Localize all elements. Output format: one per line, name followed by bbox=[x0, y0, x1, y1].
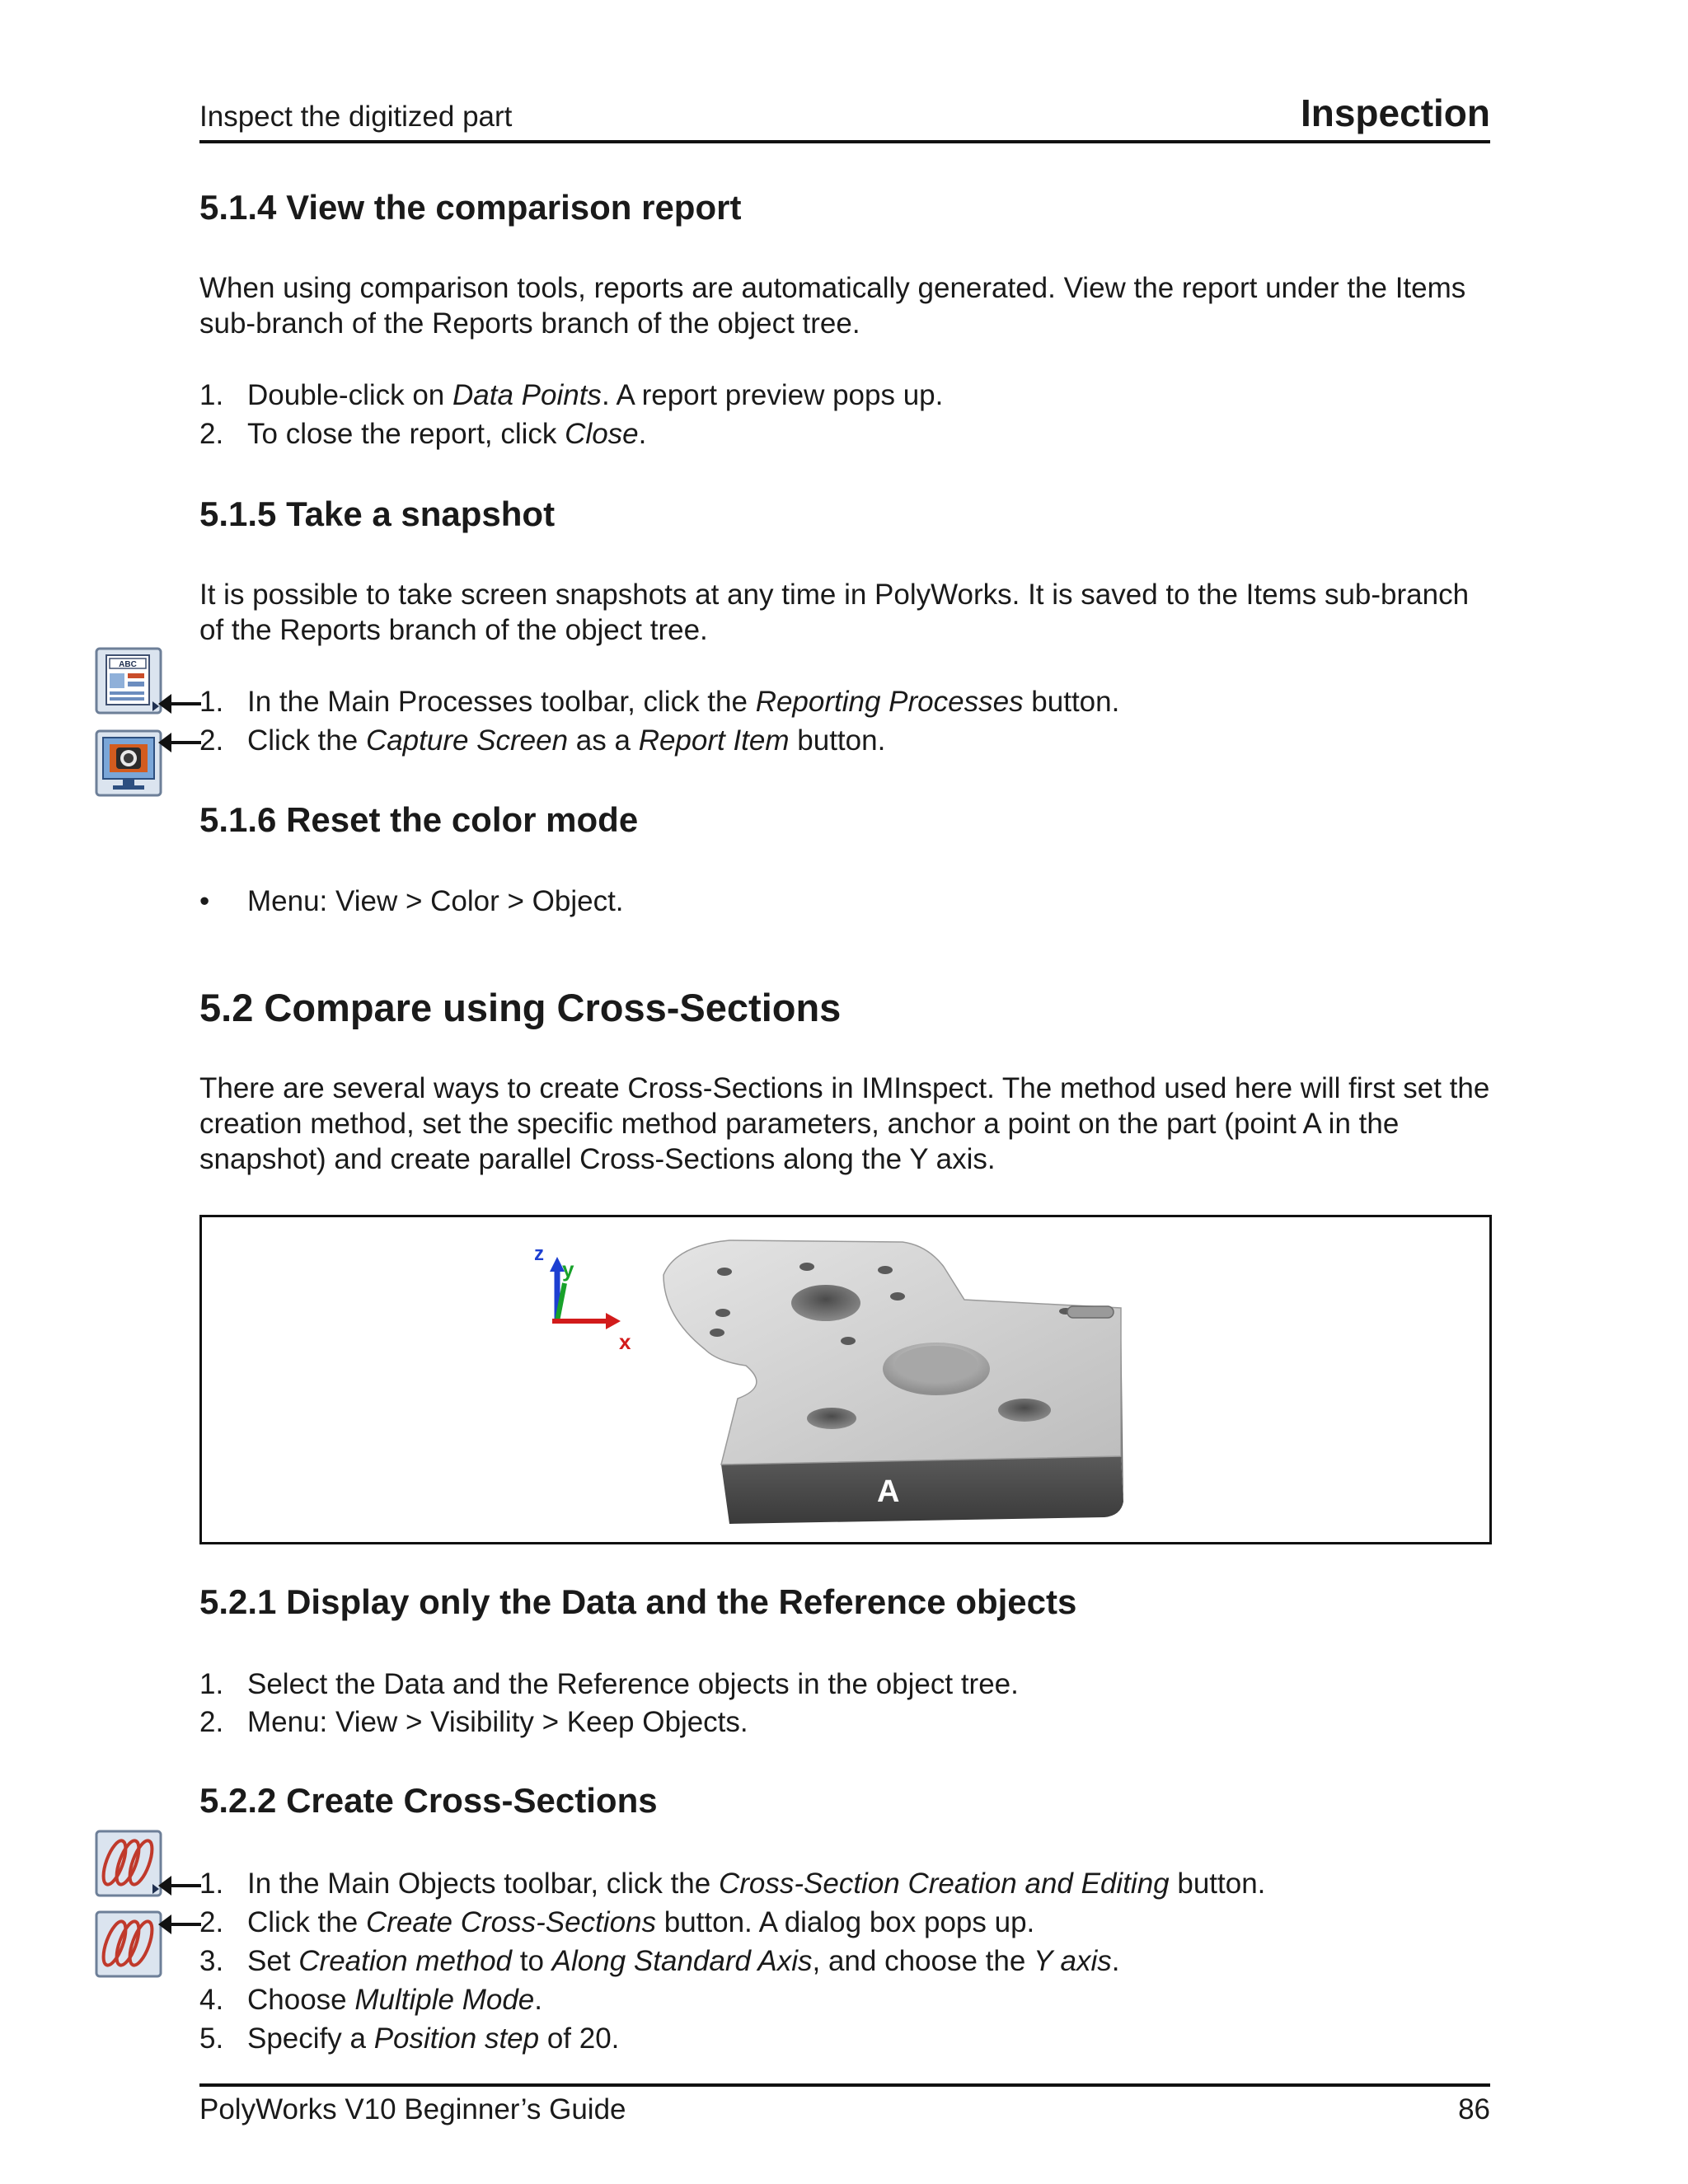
heading-5-2: 5.2 Compare using Cross-Sections bbox=[199, 986, 842, 1029]
list-item: • Menu: View > Color > Object. bbox=[199, 885, 624, 917]
heading-5-2-1: 5.2.1 Display only the Data and the Reference objects bbox=[199, 1582, 1077, 1621]
list-item: 2. To close the report, click Close. bbox=[199, 418, 647, 450]
part-top-face bbox=[663, 1240, 1121, 1465]
cross-section-snapshot-figure bbox=[199, 1215, 1492, 1544]
heading-5-1-6: 5.1.6 Reset the color mode bbox=[199, 800, 639, 839]
reporting-processes-icon[interactable] bbox=[95, 647, 162, 715]
svg-text:ABC: ABC bbox=[119, 660, 137, 669]
x-axis-label: x bbox=[619, 1329, 631, 1354]
part-front-face bbox=[721, 1456, 1123, 1524]
heading-5-2-2: 5.2.2 Create Cross-Sections bbox=[199, 1781, 658, 1820]
part-render bbox=[202, 1217, 1489, 1542]
list-item: 1. In the Main Objects toolbar, click the Cross-Section Creation and Editing button. bbox=[199, 1868, 1266, 1900]
point-a-label: A bbox=[877, 1474, 900, 1509]
z-axis-label: z bbox=[534, 1243, 544, 1265]
running-header bbox=[199, 92, 1490, 143]
pointer-arrow bbox=[165, 741, 201, 744]
heading-5-1-4: 5.1.4 View the comparison report bbox=[199, 188, 742, 227]
list-item: 1. Select the Data and the Reference objects in the object tree. bbox=[199, 1668, 1019, 1700]
footer-book-title: PolyWorks V10 Beginner’s Guide bbox=[199, 2093, 626, 2125]
pointer-arrow bbox=[165, 1884, 201, 1887]
large-hole bbox=[791, 1285, 860, 1321]
y-axis-label: y bbox=[562, 1257, 574, 1282]
paragraph-5-2: There are several ways to create Cross-Sections in IMInspect. The method used here will first set the creation method, set the specific method parameters, anchor a point on the part (point A in the snapshot) and create parallel Cross-Sections along the Y axis. bbox=[199, 1072, 1490, 1175]
pointer-arrow bbox=[165, 702, 201, 705]
list-item: 2. Menu: View > Visibility > Keep Objects. bbox=[199, 1706, 748, 1738]
create-cross-sections-icon[interactable] bbox=[95, 1910, 162, 1978]
list-item: 2. Click the Create Cross-Sections button. A dialog box pops up. bbox=[199, 1906, 1035, 1938]
page-footer bbox=[199, 2083, 1490, 2130]
capture-screen-icon[interactable] bbox=[95, 729, 162, 797]
paragraph-5-1-4: When using comparison tools, reports are automatically generated. View the report under the Items sub-branch of the Reports branch of the object tree. bbox=[199, 272, 1466, 340]
page-number: 86 bbox=[1458, 2093, 1490, 2125]
paragraph-5-1-5: It is possible to take screen snapshots at any time in PolyWorks. It is saved to the Items sub-branch of the Reports branch of the object tree. bbox=[199, 579, 1470, 646]
list-item: 3. Set Creation method to Along Standard Axis, and choose the Y axis. bbox=[199, 1945, 1120, 1977]
heading-5-1-5: 5.1.5 Take a snapshot bbox=[199, 494, 556, 533]
list-item: 1. Double-click on Data Points. A report preview pops up. bbox=[199, 379, 944, 411]
cross-section-editing-icon[interactable] bbox=[95, 1830, 162, 1897]
pointer-arrow bbox=[165, 1923, 201, 1926]
list-item: 5. Specify a Position step of 20. bbox=[199, 2022, 620, 2055]
header-chapter-title: Inspection bbox=[1300, 91, 1490, 134]
list-item: 1. In the Main Processes toolbar, click the Reporting Processes button. bbox=[199, 686, 1120, 718]
list-item: 2. Click the Capture Screen as a Report Item button. bbox=[199, 724, 886, 757]
header-section-title: Inspect the digitized part bbox=[199, 101, 513, 133]
list-item: 4. Choose Multiple Mode. bbox=[199, 1984, 542, 2016]
